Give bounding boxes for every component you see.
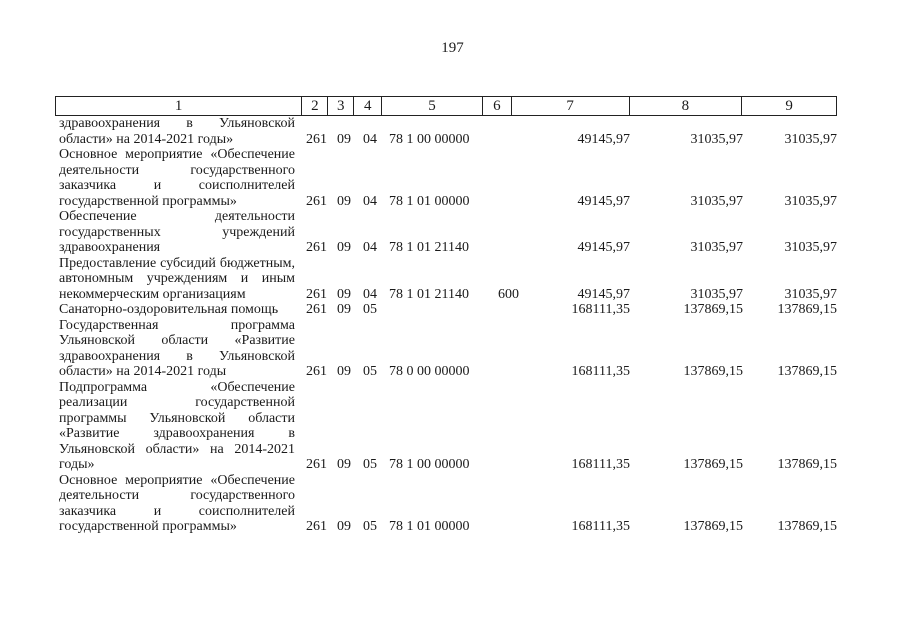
row-subsection: 05 bbox=[363, 457, 377, 472]
row-type: 600 bbox=[498, 286, 519, 302]
row-name: Основное мероприятие «Обеспечение деятельности государственного заказчика и соисполнителей государственной программы» bbox=[59, 147, 295, 209]
header-col-6: 6 bbox=[482, 97, 511, 115]
table-header bbox=[55, 96, 837, 116]
row-subsection: 05 bbox=[363, 519, 377, 534]
row-name: Основное мероприятие «Обеспечение деятельности государственного заказчика и соисполнителей государственной программы» bbox=[59, 472, 295, 534]
table-row bbox=[55, 209, 837, 256]
header-col-9: 9 bbox=[741, 97, 836, 115]
row-target: 78 1 01 00000 bbox=[389, 519, 470, 534]
row-value-col8: 137869,15 bbox=[683, 519, 743, 534]
table-body bbox=[55, 116, 837, 535]
row-value-col7: 49145,97 bbox=[577, 193, 630, 209]
header-col-8: 8 bbox=[629, 97, 742, 115]
row-value-col9: 31035,97 bbox=[784, 240, 837, 255]
row-value-col8: 31035,97 bbox=[690, 131, 743, 147]
row-value-col8: 137869,15 bbox=[683, 457, 743, 472]
row-value-col9: 31035,97 bbox=[784, 193, 837, 209]
row-value-col8: 137869,15 bbox=[683, 302, 743, 317]
row-value-col7: 168111,35 bbox=[571, 457, 630, 472]
row-code: 261 bbox=[306, 302, 327, 317]
row-target: 78 1 01 21140 bbox=[389, 240, 469, 255]
row-value-col8: 137869,15 bbox=[683, 364, 743, 379]
row-value-col9: 31035,97 bbox=[784, 286, 837, 302]
page-number: 197 bbox=[441, 40, 464, 56]
table-row bbox=[55, 302, 837, 318]
table-row bbox=[55, 147, 837, 209]
row-subsection: 04 bbox=[363, 131, 377, 147]
row-value-col9: 137869,15 bbox=[777, 364, 837, 379]
row-code: 261 bbox=[306, 131, 327, 147]
table-row bbox=[55, 380, 837, 473]
row-name: Подпрограмма «Обеспечение реализации государственной программы Ульяновской области «Развитие здравоохранения в Ульяновской области» на 2014-2021 годы» bbox=[59, 379, 295, 472]
row-section: 09 bbox=[337, 364, 351, 379]
row-code: 261 bbox=[306, 286, 327, 302]
row-value-col7: 168111,35 bbox=[571, 519, 630, 534]
row-value-col8: 31035,97 bbox=[690, 286, 743, 302]
row-target: 78 1 01 21140 bbox=[389, 286, 469, 302]
row-section: 09 bbox=[337, 193, 351, 209]
row-value-col9: 137869,15 bbox=[777, 519, 837, 534]
row-section: 09 bbox=[337, 519, 351, 534]
table-row bbox=[55, 318, 837, 380]
header-col-3: 3 bbox=[327, 97, 353, 115]
row-section: 09 bbox=[337, 240, 351, 255]
row-target: 78 1 01 00000 bbox=[389, 193, 470, 209]
header-col-7: 7 bbox=[511, 97, 629, 115]
row-target: 78 1 00 00000 bbox=[389, 131, 470, 147]
row-value-col7: 49145,97 bbox=[577, 286, 630, 302]
row-subsection: 05 bbox=[363, 364, 377, 379]
table-row bbox=[55, 116, 837, 147]
header-col-1: 1 bbox=[174, 98, 183, 114]
row-subsection: 04 bbox=[363, 240, 377, 255]
row-value-col9: 31035,97 bbox=[784, 131, 837, 147]
row-value-col8: 31035,97 bbox=[690, 240, 743, 255]
row-section: 09 bbox=[337, 131, 351, 147]
row-name: здравоохранения в Ульяновской области» на 2014-2021 годы» bbox=[59, 116, 295, 147]
row-code: 261 bbox=[306, 193, 327, 209]
row-target: 78 1 00 00000 bbox=[389, 457, 470, 472]
row-subsection: 04 bbox=[363, 193, 377, 209]
row-value-col7: 168111,35 bbox=[571, 302, 630, 317]
header-col-5: 5 bbox=[381, 97, 482, 115]
row-code: 261 bbox=[306, 240, 327, 255]
row-name: Предоставление субсидий бюджетным, автономным учреждениям и иным некоммерческим организациям bbox=[59, 255, 295, 302]
row-code: 261 bbox=[306, 364, 327, 379]
row-value-col7: 49145,97 bbox=[577, 240, 630, 255]
table-row bbox=[55, 473, 837, 535]
row-code: 261 bbox=[306, 519, 327, 534]
row-value-col9: 137869,15 bbox=[777, 302, 837, 317]
row-value-col8: 31035,97 bbox=[690, 193, 743, 209]
row-section: 09 bbox=[337, 286, 351, 302]
budget-table bbox=[55, 96, 837, 535]
row-name: Санаторно-оздоровительная помощь bbox=[59, 302, 279, 317]
header-col-4: 4 bbox=[353, 97, 381, 115]
row-name: Обеспечение деятельности государственных учреждений здравоохранения bbox=[59, 209, 295, 255]
row-code: 261 bbox=[306, 457, 327, 472]
row-subsection: 05 bbox=[363, 302, 377, 317]
table-row bbox=[55, 256, 837, 303]
row-value-col7: 168111,35 bbox=[571, 364, 630, 379]
row-value-col9: 137869,15 bbox=[777, 457, 837, 472]
row-section: 09 bbox=[337, 302, 351, 317]
row-value-col7: 49145,97 bbox=[577, 131, 630, 147]
header-col-2: 2 bbox=[301, 97, 327, 115]
row-section: 09 bbox=[337, 457, 351, 472]
row-target: 78 0 00 00000 bbox=[389, 364, 470, 379]
row-subsection: 04 bbox=[363, 286, 377, 302]
row-name: Государственная программа Ульяновской области «Развитие здравоохранения в Ульяновской области» на 2014-2021 годы bbox=[59, 317, 295, 379]
